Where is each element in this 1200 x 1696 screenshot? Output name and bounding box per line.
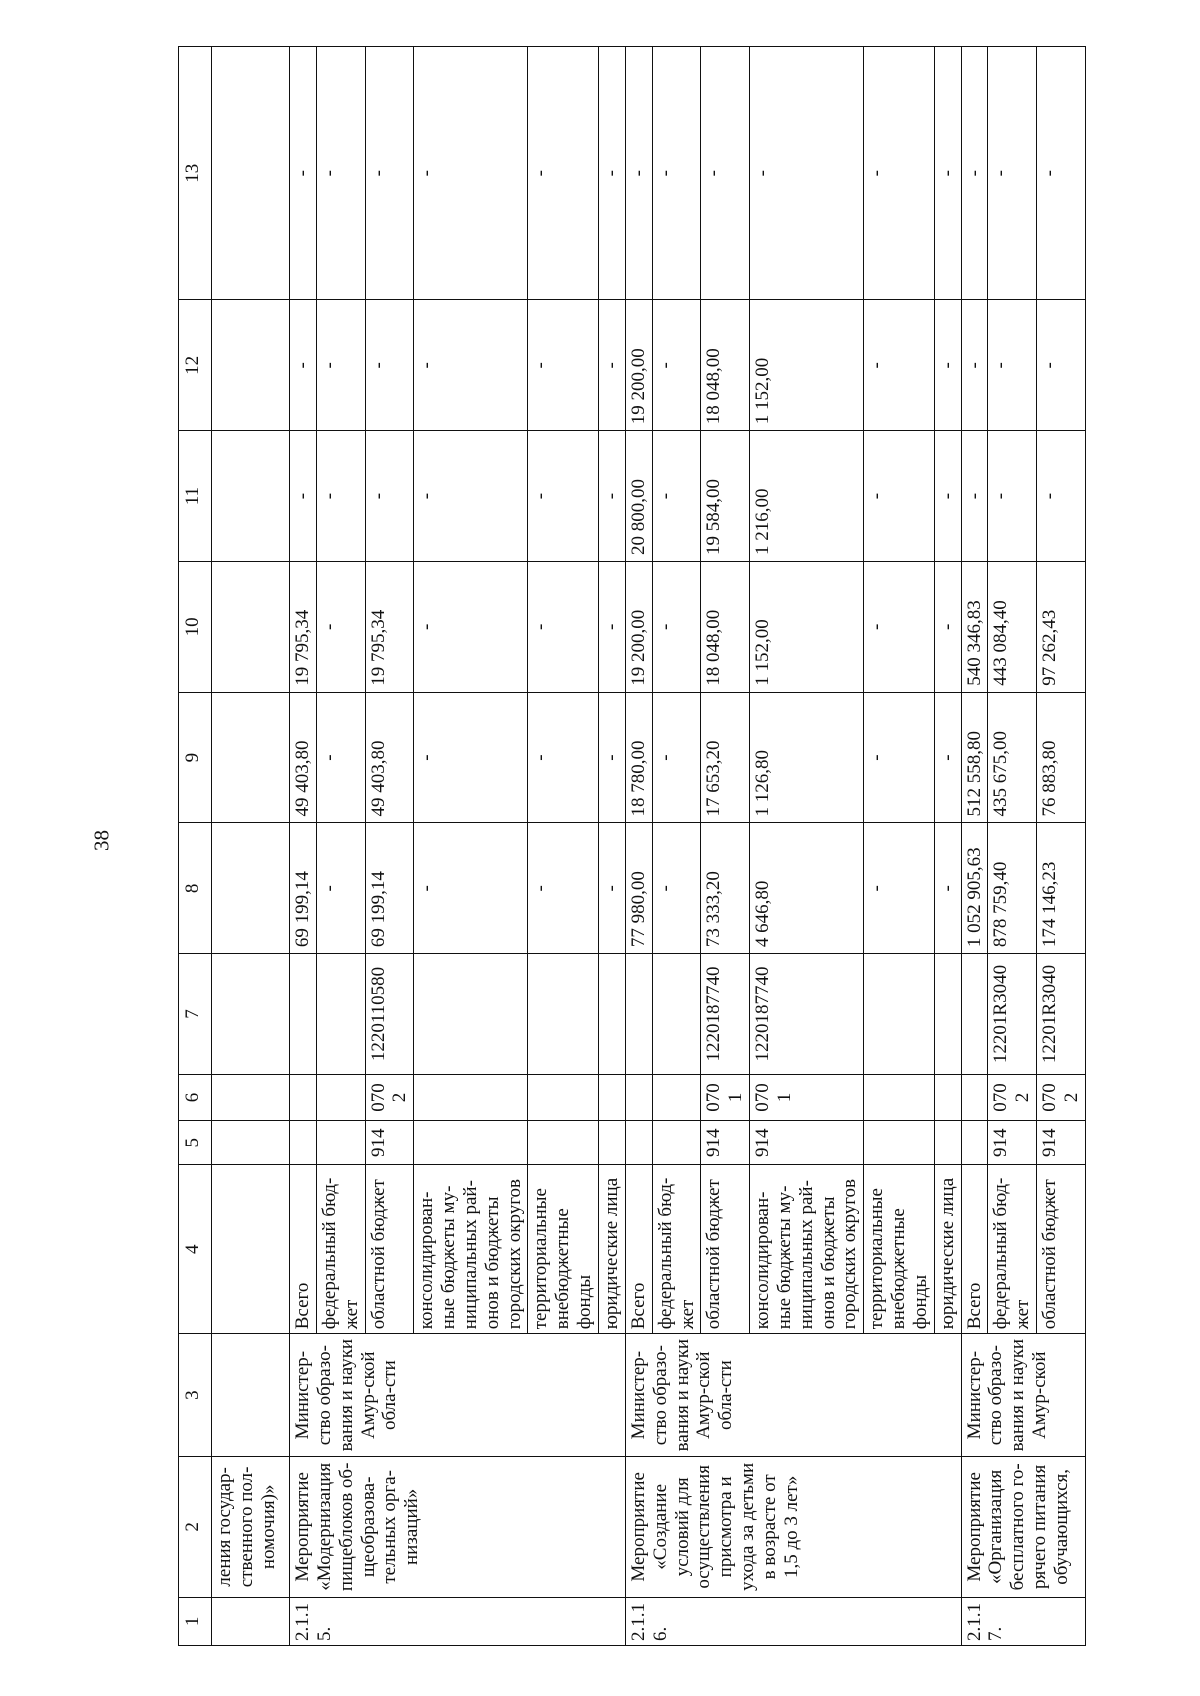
amount-c11: - [414, 431, 528, 562]
page-number: 38 [89, 830, 114, 851]
amount-c8: 73 333,20 [701, 823, 750, 954]
amount-c12: - [961, 300, 988, 431]
amount-c13: - [316, 47, 365, 301]
cell [212, 431, 290, 562]
amount-c13: - [750, 47, 864, 301]
code-section [934, 1074, 961, 1120]
item-number: 2.1.17. [961, 1597, 1085, 1645]
continuation-name: ления государ-ственного пол-номочия)» [212, 1456, 290, 1597]
code-grbs: 914 [701, 1121, 750, 1165]
amount-c12: 19 200,00 [625, 300, 652, 431]
amount-c12: - [365, 300, 414, 431]
cell [212, 561, 290, 692]
code-section [961, 1074, 988, 1120]
amount-c10: 18 048,00 [701, 561, 750, 692]
cell [212, 1597, 290, 1645]
code-grbs [864, 1121, 935, 1165]
amount-c10: - [316, 561, 365, 692]
amount-c12: - [316, 300, 365, 431]
code-section [598, 1074, 625, 1120]
column-header: 4 [179, 1165, 212, 1334]
amount-c12: 18 048,00 [701, 300, 750, 431]
code-grbs [652, 1121, 701, 1165]
funding-source: территориальные внебюджетные фонды [864, 1165, 935, 1334]
amount-c8: 1 052 905,63 [961, 823, 988, 954]
amount-c10: 19 200,00 [625, 561, 652, 692]
code-section: 0702 [988, 1074, 1037, 1120]
amount-c12: - [934, 300, 961, 431]
code-target [652, 954, 701, 1075]
cell [212, 954, 290, 1075]
amount-c11: - [1037, 431, 1086, 562]
funding-source: областной бюджет [365, 1165, 414, 1334]
amount-c13: - [598, 47, 625, 301]
amount-c13: - [988, 47, 1037, 301]
item-name: Мероприятие «Создание условий для осуществления присмотра и ухода за детьми в возрасте от 1,5 до 3 лет» [625, 1456, 961, 1597]
amount-c12: - [598, 300, 625, 431]
amount-c10: - [864, 561, 935, 692]
amount-c13: - [934, 47, 961, 301]
amount-c12: - [1037, 300, 1086, 431]
funding-source: юридические лица [598, 1165, 625, 1334]
column-header: 5 [179, 1121, 212, 1165]
amount-c8: 878 759,40 [988, 823, 1037, 954]
funding-source: областной бюджет [701, 1165, 750, 1334]
funding-source: федеральный бюд-жет [988, 1165, 1037, 1334]
amount-c10: 19 795,34 [365, 561, 414, 692]
amount-c12: - [414, 300, 528, 431]
amount-c10: 97 262,43 [1037, 561, 1086, 692]
amount-c13: - [528, 47, 599, 301]
item-name: Мероприятие «Модернизация пищеблоков об-щеобразова-тельных орга-низаций» [290, 1456, 626, 1597]
amount-c13: - [652, 47, 701, 301]
funding-source: Всего [290, 1165, 317, 1334]
code-grbs [598, 1121, 625, 1165]
amount-c9: 49 403,80 [290, 692, 317, 823]
code-target [598, 954, 625, 1075]
amount-c11: - [598, 431, 625, 562]
code-target [290, 954, 317, 1075]
amount-c13: - [414, 47, 528, 301]
column-header: 13 [179, 47, 212, 301]
funding-source: Всего [961, 1165, 988, 1334]
amount-c8: 69 199,14 [365, 823, 414, 954]
continuation-row [212, 47, 290, 1646]
column-header: 12 [179, 300, 212, 431]
amount-c11: - [365, 431, 414, 562]
amount-c9: - [316, 692, 365, 823]
amount-c10: 443 084,40 [988, 561, 1037, 692]
amount-c9: - [652, 692, 701, 823]
code-grbs: 914 [750, 1121, 864, 1165]
table-row [290, 47, 317, 1646]
amount-c10: 19 795,34 [290, 561, 317, 692]
funding-source: территориальные внебюджетные фонды [528, 1165, 599, 1334]
code-grbs: 914 [1037, 1121, 1086, 1165]
amount-c12: - [652, 300, 701, 431]
amount-c13: - [701, 47, 750, 301]
amount-c10: - [652, 561, 701, 692]
amount-c9: - [934, 692, 961, 823]
amount-c10: 540 346,83 [961, 561, 988, 692]
code-target [316, 954, 365, 1075]
amount-c10: - [934, 561, 961, 692]
item-number: 2.1.15. [290, 1597, 626, 1645]
amount-c9: 49 403,80 [365, 692, 414, 823]
amount-c9: 17 653,20 [701, 692, 750, 823]
amount-c9: 435 675,00 [988, 692, 1037, 823]
amount-c12: - [864, 300, 935, 431]
cell [212, 1165, 290, 1334]
amount-c11: - [988, 431, 1037, 562]
rotated-table-container [178, 46, 1188, 1646]
amount-c11: 19 584,00 [701, 431, 750, 562]
table-row [625, 47, 652, 1646]
amount-c11: 20 800,00 [625, 431, 652, 562]
cell [212, 692, 290, 823]
amount-c8: 77 980,00 [625, 823, 652, 954]
column-header: 3 [179, 1334, 212, 1457]
amount-c12: - [290, 300, 317, 431]
code-grbs [961, 1121, 988, 1165]
code-grbs: 914 [988, 1121, 1037, 1165]
amount-c8: 4 646,80 [750, 823, 864, 954]
amount-c9: 18 780,00 [625, 692, 652, 823]
amount-c11: - [961, 431, 988, 562]
amount-c13: - [625, 47, 652, 301]
code-target: 1220187740 [750, 954, 864, 1075]
code-section [290, 1074, 317, 1120]
code-target [625, 954, 652, 1075]
amount-c9: - [414, 692, 528, 823]
code-target: 1220187740 [701, 954, 750, 1075]
code-grbs [528, 1121, 599, 1165]
amount-c12: 1 152,00 [750, 300, 864, 431]
amount-c12: - [988, 300, 1037, 431]
amount-c10: - [598, 561, 625, 692]
code-section [414, 1074, 528, 1120]
amount-c13: - [961, 47, 988, 301]
cell [212, 823, 290, 954]
code-target: 1220110580 [365, 954, 414, 1075]
amount-c9: - [528, 692, 599, 823]
amount-c10: - [414, 561, 528, 692]
amount-c9: 1 126,80 [750, 692, 864, 823]
column-header: 1 [179, 1597, 212, 1645]
amount-c8: 174 146,23 [1037, 823, 1086, 954]
code-grbs: 914 [365, 1121, 414, 1165]
code-target [864, 954, 935, 1075]
amount-c13: - [864, 47, 935, 301]
cell [212, 1121, 290, 1165]
column-header: 11 [179, 431, 212, 562]
amount-c13: - [365, 47, 414, 301]
amount-c8: - [528, 823, 599, 954]
item-executor: Министер-ство образо-вания и науки Амур-ской обла-сти [290, 1334, 626, 1457]
amount-c9: - [864, 692, 935, 823]
column-header: 8 [179, 823, 212, 954]
cell [212, 300, 290, 431]
amount-c13: - [290, 47, 317, 301]
amount-c9: - [598, 692, 625, 823]
column-header: 6 [179, 1074, 212, 1120]
code-target [934, 954, 961, 1075]
item-executor: Министер-ство образо-вания и науки Амур-ской [961, 1334, 1085, 1457]
amount-c8: - [414, 823, 528, 954]
code-section [316, 1074, 365, 1120]
amount-c8: - [652, 823, 701, 954]
budget-table [178, 46, 1086, 1646]
code-section [528, 1074, 599, 1120]
amount-c9: 512 558,80 [961, 692, 988, 823]
funding-source: консолидирован-ные бюджеты му-ниципальных рай-онов и бюджеты городских округов [414, 1165, 528, 1334]
funding-source: юридические лица [934, 1165, 961, 1334]
code-section [652, 1074, 701, 1120]
code-target [414, 954, 528, 1075]
code-section [625, 1074, 652, 1120]
code-target [528, 954, 599, 1075]
funding-source: консолидирован-ные бюджеты му-ниципальных рай-онов и бюджеты городских округов [750, 1165, 864, 1334]
cell [212, 47, 290, 301]
code-target [961, 954, 988, 1075]
amount-c12: - [528, 300, 599, 431]
column-header: 7 [179, 954, 212, 1075]
code-grbs [934, 1121, 961, 1165]
funding-source: Всего [625, 1165, 652, 1334]
cell [212, 1074, 290, 1120]
code-target: 12201R3040 [988, 954, 1037, 1075]
amount-c10: 1 152,00 [750, 561, 864, 692]
amount-c10: - [528, 561, 599, 692]
table-row [961, 47, 988, 1646]
header-row [179, 47, 212, 1646]
funding-source: федеральный бюд-жет [316, 1165, 365, 1334]
amount-c8: 69 199,14 [290, 823, 317, 954]
item-name: Мероприятие «Организация бесплатного го-рячего питания обучающихся, [961, 1456, 1085, 1597]
funding-source: областной бюджет [1037, 1165, 1086, 1334]
amount-c8: - [316, 823, 365, 954]
amount-c11: - [316, 431, 365, 562]
code-target: 12201R3040 [1037, 954, 1086, 1075]
code-section [864, 1074, 935, 1120]
amount-c11: 1 216,00 [750, 431, 864, 562]
code-grbs [316, 1121, 365, 1165]
amount-c13: - [1037, 47, 1086, 301]
column-header: 10 [179, 561, 212, 692]
code-section: 0701 [701, 1074, 750, 1120]
code-section: 0701 [750, 1074, 864, 1120]
amount-c11: - [652, 431, 701, 562]
code-grbs [290, 1121, 317, 1165]
cell [212, 1334, 290, 1457]
amount-c8: - [598, 823, 625, 954]
code-section: 0702 [1037, 1074, 1086, 1120]
column-header: 9 [179, 692, 212, 823]
funding-source: федеральный бюд-жет [652, 1165, 701, 1334]
item-number: 2.1.16. [625, 1597, 961, 1645]
amount-c9: 76 883,80 [1037, 692, 1086, 823]
code-grbs [414, 1121, 528, 1165]
code-grbs [625, 1121, 652, 1165]
code-section: 0702 [365, 1074, 414, 1120]
amount-c8: - [934, 823, 961, 954]
amount-c8: - [864, 823, 935, 954]
amount-c11: - [934, 431, 961, 562]
amount-c11: - [528, 431, 599, 562]
amount-c11: - [864, 431, 935, 562]
item-executor: Министер-ство образо-вания и науки Амур-ской обла-сти [625, 1334, 961, 1457]
column-header: 2 [179, 1456, 212, 1597]
amount-c11: - [290, 431, 317, 562]
